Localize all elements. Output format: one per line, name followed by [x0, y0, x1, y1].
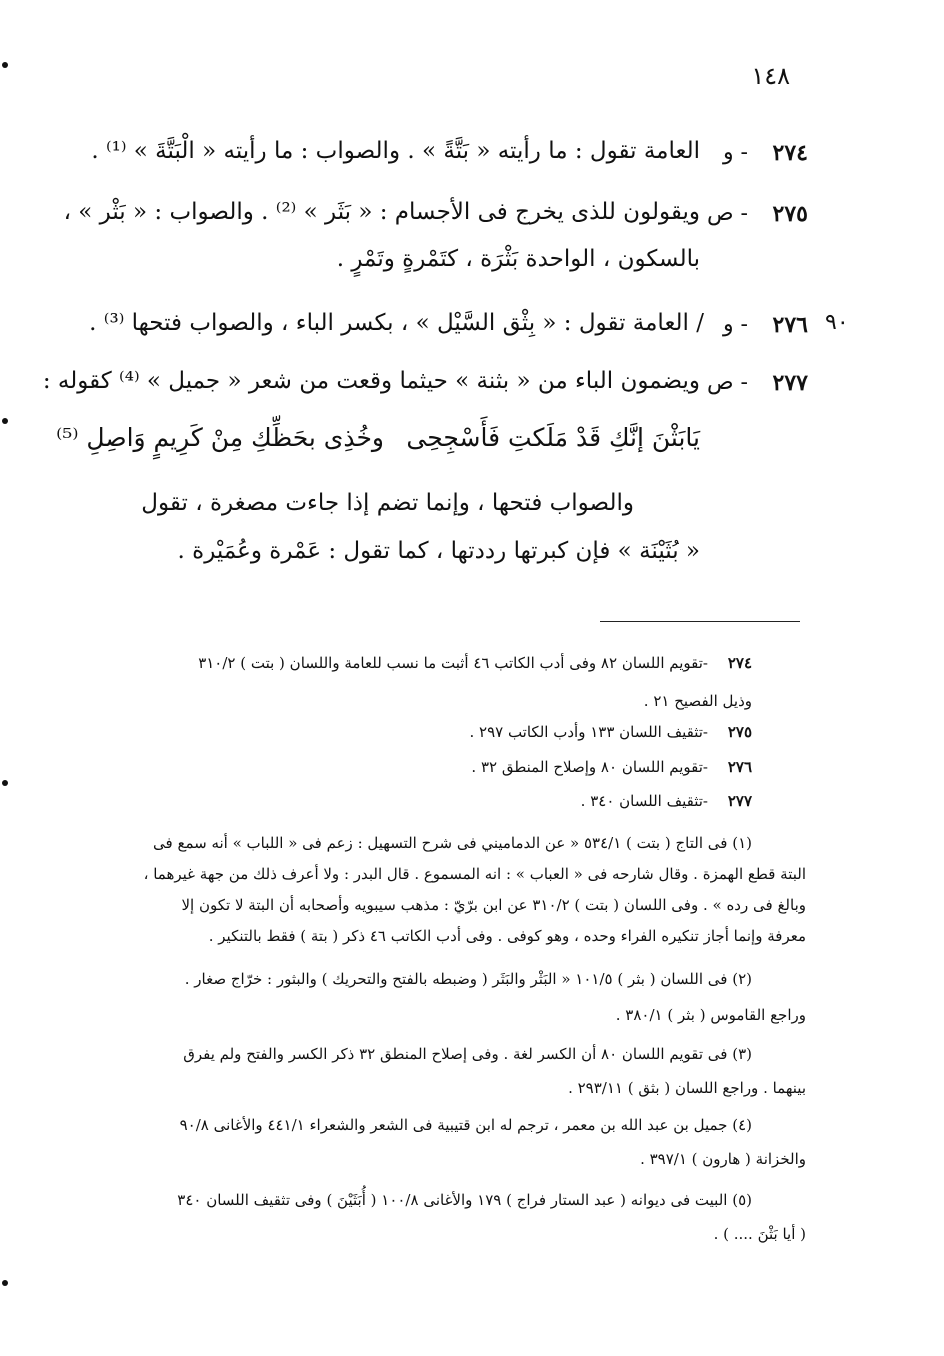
footnote-line: وراجع القاموس ( بثر ) ٣٨٠/١ . — [615, 1006, 806, 1024]
verse-first-hemistich: يَابَثْنَ إنَّكِ قَدْ مَلَكتِ فَأَسْجِحِى — [406, 423, 700, 452]
scan-mark — [2, 780, 8, 786]
entry-text: بالسكون ، الواحدة بَثْرَة ، كتَمْرةٍ وتَمْرٍ . — [336, 246, 700, 272]
entry-text: / العامة تقول : « بِثْق السَّيْل » ، بكسر الباء ، والصواب فتحها ⁽³⁾ . — [89, 310, 704, 336]
footnote-line: (٥) البيت فى ديوانه ( عبد الستار فراج ) ١٧٩ والأغانى ١٠٠/٨ ( أُبَثَيْنَ ) وفى تثقيف اللسان ٣٤٠ — [177, 1191, 752, 1209]
scan-mark — [2, 62, 8, 68]
entry-number: ٢٧٥ — [772, 201, 808, 227]
ref-text: -تقويم اللسان ٨٢ وفى أدب الكاتب ٤٦ أثبت ما نسب للعامة واللسان ( بتت ) ٣١٠/٢ — [198, 654, 708, 672]
entry-text: والصواب فتحها ، وإنما تضم إذا جاءت مصغرة ، تقول — [141, 490, 634, 516]
verse-second-hemistich: وخُذِى بحَظِّكِ مِنْ كَرِيمٍ وَاصِلِ ⁽⁵⁾ — [56, 423, 384, 452]
footnote-separator — [600, 621, 800, 622]
margin-number: ٩٠ — [825, 310, 849, 335]
footnote-line: (٢) فى اللسان ( بثر ) ١٠١/٥ « البَثْر والبَثَر ( وضبطه بالفتح والتحريك ) والبثور : خرّاج صغار . — [184, 970, 752, 988]
entry-number: ٢٧٧ — [772, 370, 808, 396]
entry-text: ويضمون الباء من « بثنة » حيثما وقعت من شعر « جميل » ⁽⁴⁾ كقوله : — [42, 368, 700, 394]
entry-code: - ص — [706, 201, 748, 226]
ref-text: وذيل الفصيح ٢١ . — [643, 692, 752, 710]
footnote-line: (٤) جميل بن عبد الله بن معمر ، ترجم له ابن قتيبية فى الشعر والشعراء ٤٤١/١ والأغانى ٩٠/٨ — [179, 1116, 752, 1134]
footnote-line: (١) فى التاج ( بتت ) ٥٣٤/١ « عن الدماميني فى شرح التسهيل : زعم فى « اللباب » أنه سمع فى — [153, 834, 752, 852]
page-number: ١٤٨ — [751, 62, 790, 90]
ref-text: -تثقيف اللسان ٣٤٠ . — [580, 792, 708, 810]
entry-code: - و — [722, 312, 748, 337]
entry-text: العامة تقول : ما رأيته « بَتَّةً » . والصواب : ما رأيته « الْبَتَّةَ » ⁽¹⁾ . — [91, 138, 700, 164]
entry-text: « بُثَيْنَة » فإن كبرتها رددتها ، كما تقول : عَمْرة وعُمَيْرة . — [177, 538, 700, 564]
footnote-line: والخزانة ( هارون ) ٣٩٧/١ . — [640, 1150, 806, 1168]
ref-number: ٢٧٧ — [727, 792, 752, 810]
footnote-line: ( أيا بَثْنَ .... ) . — [713, 1225, 806, 1243]
entry-code: - و — [722, 140, 748, 165]
ref-text: -تثقيف اللسان ١٣٣ وأدب الكاتب ٢٩٧ . — [469, 723, 708, 741]
ref-number: ٢٧٤ — [727, 654, 752, 672]
scan-mark — [2, 1280, 8, 1286]
scan-mark — [2, 418, 8, 424]
entry-number: ٢٧٤ — [772, 140, 808, 166]
footnote-line: البتة قطع الهمزة . وقال شارحه فى « العباب » : انه المسموع . قال البدر : ولا أعرف ذلك من جهة غيرهما ، — [143, 865, 806, 883]
footnote-line: وبالغ فى رده » . وفى اللسان ( بتت ) ٣١٠/٢ عن ابن برّيّ : مذهب سيبويه وأصحابه أن البتة لا تكون إلا — [181, 896, 806, 914]
entry-code: - ص — [706, 370, 748, 395]
footnote-line: معرفة وإنما أجاز تنكيره الفراء وحده ، وهو كوفى . وفى أدب الكاتب ٤٦ ذكر ( بتة ) فقط بالتنكير . — [208, 927, 806, 945]
footnote-line: (٣) فى تقويم اللسان ٨٠ أن الكسر لغة . وفى إصلاح المنطق ٣٢ ذكر الكسر والفتح ولم يفرق — [183, 1045, 752, 1063]
ref-number: ٢٧٥ — [727, 723, 752, 741]
footnote-line: بينهما . وراجع اللسان ( بثق ) ٢٩٣/١١ . — [568, 1079, 806, 1097]
entry-text: ويقولون للذى يخرج فى الأجسام : « بَثَر » ⁽²⁾ . والصواب : « بَثْر » ، — [63, 199, 700, 225]
entry-number: ٢٧٦ — [772, 312, 808, 338]
ref-number: ٢٧٦ — [727, 758, 752, 776]
ref-text: -تقويم اللسان ٨٠ وإصلاح المنطق ٣٢ . — [471, 758, 708, 776]
